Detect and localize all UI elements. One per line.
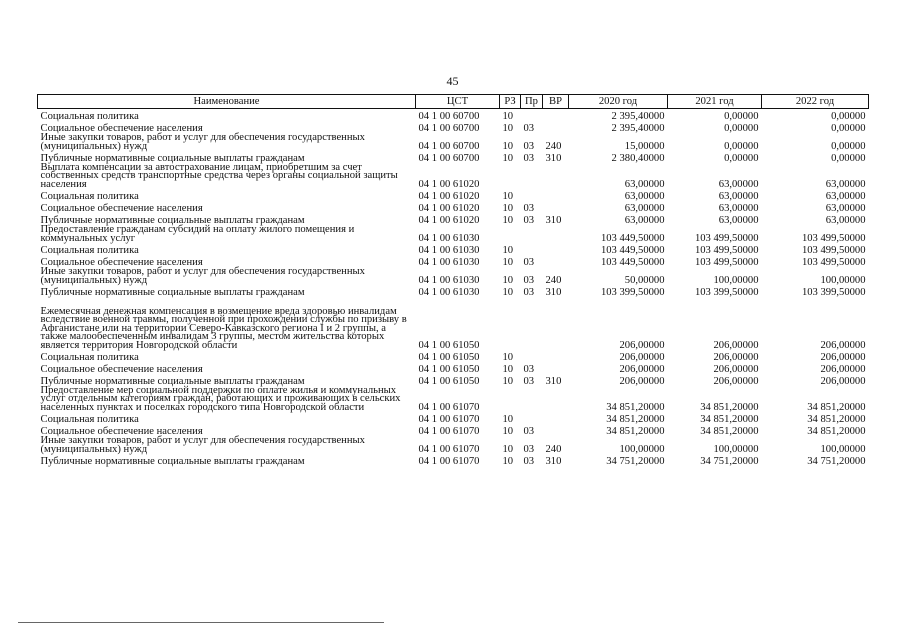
cell-name: Социальное обеспечение населения [40,122,203,134]
cell-vr [543,255,569,267]
cell-2021: 0,00000 [724,152,759,164]
cell-2022: 0,00000 [831,122,866,134]
cell-pr: 03 [523,274,535,286]
table-row [38,267,869,285]
cell-rz: 10 [502,190,514,202]
cell-vr [543,225,569,243]
table-row [38,163,869,189]
cell-rz: 10 [502,351,514,363]
cell-cst: 04 1 00 61050 [418,375,480,387]
cell-pr: 03 [523,152,535,164]
cell-pr [521,297,543,350]
cell-2021: 34 851,20000 [700,401,759,413]
table-row [38,362,869,374]
table-row [38,412,869,424]
cell-vr [543,121,569,133]
cell-2020: 206,00000 [619,363,665,375]
cell-2022: 63,00000 [825,202,866,214]
cell-rz [500,297,521,350]
cell-pr: 03 [523,140,535,152]
cell-name: Социальное обеспечение населения [40,363,203,375]
cell-name: Предоставление гражданам субсидий на оплату жилого помещения и коммунальных услуг [40,224,355,244]
cell-cst: 04 1 00 61020 [418,202,480,214]
cell-2021: 63,00000 [718,178,759,190]
cell-2022: 206,00000 [820,339,866,351]
cell-name: Иные закупки товаров, работ и услуг для обеспечения государственных (муниципальных) нужд [40,435,365,455]
cell-2022: 103 499,50000 [801,244,866,256]
cell-vr [543,109,569,122]
cell-2021: 206,00000 [713,339,759,351]
cell-name: Публичные нормативные социальные выплаты гражданам [40,152,305,164]
table-row [38,297,869,350]
cell-2021: 63,00000 [718,190,759,202]
table-row [38,285,869,297]
cell-cst: 04 1 00 61020 [418,214,480,226]
cell-2021: 103 499,50000 [694,232,759,244]
cell-2020: 63,00000 [624,202,665,214]
cell-2022: 103 499,50000 [801,256,866,268]
cell-cst: 04 1 00 61030 [418,232,480,244]
cell-name: Иные закупки товаров, работ и услуг для обеспечения государственных (муниципальных) нужд [40,266,365,286]
table-row [38,133,869,151]
table-row [38,454,869,466]
cell-rz: 10 [502,363,514,375]
cell-name: Социальное обеспечение населения [40,425,203,437]
cell-2020: 34 851,20000 [606,413,665,425]
cell-cst: 04 1 00 61030 [418,256,480,268]
cell-name: Социальное обеспечение населения [40,202,203,214]
cell-2022: 206,00000 [820,363,866,375]
cell-rz: 10 [502,256,514,268]
cell-rz: 10 [502,214,514,226]
table-row [38,350,869,362]
column-header-2022: 2022 год [762,95,869,109]
cell-vr [543,201,569,213]
cell-rz: 10 [502,413,514,425]
cell-2022: 34 851,20000 [807,401,866,413]
cell-pr [521,412,543,424]
cell-2022: 34 851,20000 [807,425,866,437]
cell-2021: 103 499,50000 [694,256,759,268]
cell-2020: 34 751,20000 [606,455,665,467]
cell-vr [543,386,569,412]
cell-pr: 03 [523,256,535,268]
cell-vr [543,350,569,362]
cell-2022: 63,00000 [825,214,866,226]
cell-name: Социальная политика [40,190,139,202]
cell-pr [521,243,543,255]
cell-2022: 100,00000 [820,274,866,286]
cell-pr: 03 [523,363,535,375]
cell-pr [521,109,543,122]
cell-2021: 206,00000 [713,351,759,363]
cell-2020: 103 449,50000 [600,256,665,268]
cell-cst: 04 1 00 60700 [418,110,480,122]
cell-pr: 03 [523,425,535,437]
cell-name: Публичные нормативные социальные выплаты гражданам [40,286,305,298]
cell-cst: 04 1 00 61050 [418,363,480,375]
cell-2021: 63,00000 [718,202,759,214]
cell-rz: 10 [502,122,514,134]
cell-cst: 04 1 00 60700 [418,122,480,134]
cell-vr: 310 [545,152,562,164]
cell-2021: 103 399,50000 [694,286,759,298]
cell-2021: 34 751,20000 [700,455,759,467]
cell-rz: 10 [502,375,514,387]
cell-2022: 103 499,50000 [801,232,866,244]
cell-2021: 103 499,50000 [694,244,759,256]
cell-rz [500,225,521,243]
cell-rz: 10 [502,443,514,455]
cell-name: Иные закупки товаров, работ и услуг для обеспечения государственных (муниципальных) нужд [40,132,365,152]
cell-2021: 0,00000 [724,122,759,134]
cell-name: Публичные нормативные социальные выплаты гражданам [40,214,305,226]
cell-vr: 310 [545,455,562,467]
cell-pr [521,386,543,412]
cell-rz: 10 [502,140,514,152]
cell-pr: 03 [523,202,535,214]
cell-cst: 04 1 00 61030 [418,274,480,286]
cell-vr: 310 [545,214,562,226]
column-header-2021: 2021 год [668,95,762,109]
table-row [38,436,869,454]
cell-name: Публичные нормативные социальные выплаты гражданам [40,455,305,467]
cell-cst: 04 1 00 61050 [418,339,480,351]
cell-2021: 100,00000 [713,443,759,455]
cell-2020: 50,00000 [624,274,665,286]
cell-vr [543,412,569,424]
column-header-2020: 2020 год [569,95,668,109]
cell-rz: 10 [502,244,514,256]
cell-cst: 04 1 00 61070 [418,425,480,437]
cell-rz: 10 [502,152,514,164]
cell-2022: 63,00000 [825,190,866,202]
cell-cst: 04 1 00 61050 [418,351,480,363]
cell-vr [543,362,569,374]
cell-vr [543,297,569,350]
cell-2020: 206,00000 [619,375,665,387]
cell-2020: 2 395,40000 [611,110,665,122]
cell-2022: 0,00000 [831,152,866,164]
cell-2021: 34 851,20000 [700,425,759,437]
cell-2020: 63,00000 [624,214,665,226]
cell-cst: 04 1 00 61070 [418,455,480,467]
table-row [38,243,869,255]
cell-vr: 240 [545,140,562,152]
cell-2022: 63,00000 [825,178,866,190]
cell-rz: 10 [502,425,514,437]
cell-name: Социальная политика [40,351,139,363]
cell-2022: 34 751,20000 [807,455,866,467]
cell-2020: 100,00000 [619,443,665,455]
cell-2020: 103 399,50000 [600,286,665,298]
table-row [38,225,869,243]
cell-2022: 0,00000 [831,110,866,122]
budget-table [37,94,869,466]
cell-pr: 03 [523,455,535,467]
cell-2020: 2 380,40000 [611,152,665,164]
cell-cst: 04 1 00 61020 [418,178,480,190]
cell-name: Выплата компенсации за автострахование лицам, приобретшим за счет собственных средств транспортные средства через органы социальной защиты населения [40,161,398,190]
cell-name: Предоставление мер социальной поддержки по оплате жилья и коммунальных услуг отдельным категориям граждан, работающих и проживающих в сельских населенных пунктах и поселках городского типа Новгородской области [40,384,401,413]
cell-name: Публичные нормативные социальные выплаты гражданам [40,375,305,387]
cell-cst: 04 1 00 60700 [418,152,480,164]
cell-rz: 10 [502,286,514,298]
cell-rz [500,163,521,189]
table-row [38,386,869,412]
cell-2021: 0,00000 [724,110,759,122]
cell-vr: 240 [545,443,562,455]
column-header-vr: ВР [543,95,569,109]
cell-2022: 34 851,20000 [807,413,866,425]
footer-divider [18,622,384,623]
cell-2020: 63,00000 [624,190,665,202]
table-header-row [38,95,869,109]
cell-pr: 03 [523,443,535,455]
cell-name: Социальная политика [40,244,139,256]
cell-2022: 100,00000 [820,443,866,455]
cell-pr [521,225,543,243]
cell-pr: 03 [523,286,535,298]
cell-name: Ежемесячная денежная компенсация в возмещение вреда здоровью инвалидам вследствие военной травмы, полученной при прохождении службы по призыву в Афганистане или на территории Северо-Кавказского региона I и 2 группы, а также малообеспеченным инвалидам 3 группы, местом жительства которых является территория Новгородской области [40,305,407,351]
cell-name: Социальное обеспечение населения [40,256,203,268]
cell-pr: 03 [523,375,535,387]
cell-name: Социальная политика [40,413,139,425]
cell-2021: 100,00000 [713,274,759,286]
cell-2022: 0,00000 [831,140,866,152]
cell-cst: 04 1 00 60700 [418,140,480,152]
cell-rz: 10 [502,110,514,122]
column-header-cst: ЦСТ [416,95,500,109]
cell-name: Социальная политика [40,110,139,122]
cell-2021: 0,00000 [724,140,759,152]
cell-2020: 103 449,50000 [600,232,665,244]
cell-2020: 34 851,20000 [606,401,665,413]
cell-2021: 63,00000 [718,214,759,226]
column-header-name: Наименование [38,95,416,109]
cell-vr [543,243,569,255]
table-row [38,201,869,213]
cell-2021: 34 851,20000 [700,413,759,425]
table-row [38,189,869,201]
cell-vr: 310 [545,375,562,387]
cell-cst: 04 1 00 61070 [418,401,480,413]
cell-pr [521,163,543,189]
cell-cst: 04 1 00 61030 [418,286,480,298]
cell-vr [543,163,569,189]
cell-rz: 10 [502,274,514,286]
cell-2020: 63,00000 [624,178,665,190]
cell-2020: 34 851,20000 [606,425,665,437]
column-header-pr: Пр [521,95,543,109]
cell-cst: 04 1 00 61070 [418,413,480,425]
cell-vr [543,189,569,201]
cell-2020: 15,00000 [624,140,665,152]
cell-pr [521,189,543,201]
column-header-rz: РЗ [500,95,521,109]
cell-cst: 04 1 00 61030 [418,244,480,256]
cell-2020: 2 395,40000 [611,122,665,134]
cell-vr: 240 [545,274,562,286]
cell-vr [543,424,569,436]
page-number: 45 [446,74,459,88]
table-row [38,109,869,122]
cell-vr: 310 [545,286,562,298]
cell-pr: 03 [523,122,535,134]
cell-2021: 206,00000 [713,363,759,375]
cell-pr: 03 [523,214,535,226]
cell-2020: 103 449,50000 [600,244,665,256]
cell-2022: 206,00000 [820,375,866,387]
cell-rz [500,386,521,412]
cell-2022: 103 399,50000 [801,286,866,298]
cell-rz: 10 [502,202,514,214]
cell-2020: 206,00000 [619,351,665,363]
cell-pr [521,350,543,362]
cell-2021: 206,00000 [713,375,759,387]
cell-2020: 206,00000 [619,339,665,351]
cell-cst: 04 1 00 61070 [418,443,480,455]
cell-rz: 10 [502,455,514,467]
cell-2022: 206,00000 [820,351,866,363]
cell-cst: 04 1 00 61020 [418,190,480,202]
